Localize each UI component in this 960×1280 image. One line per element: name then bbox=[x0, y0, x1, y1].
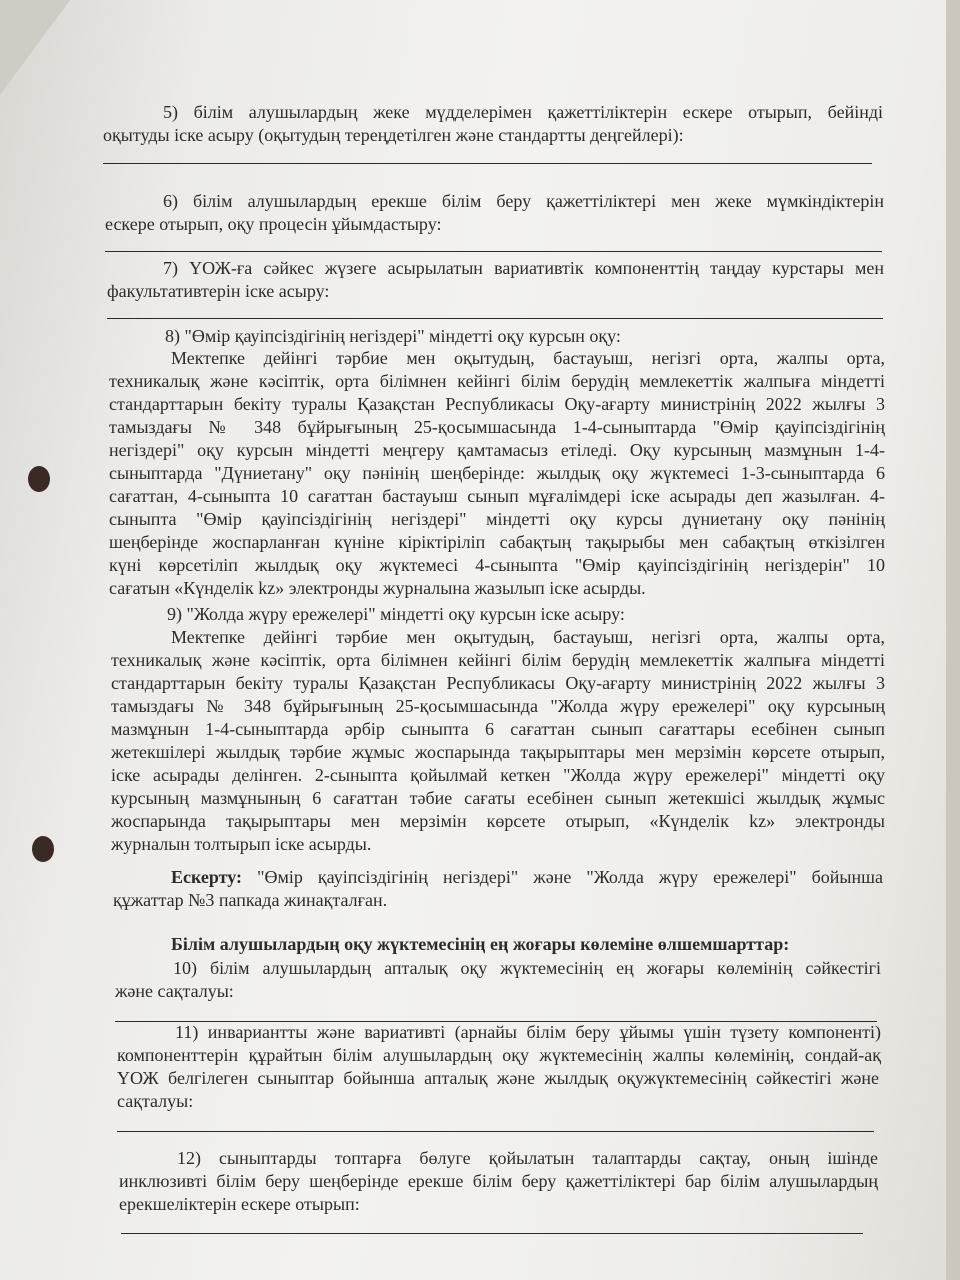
item7-line2: факультативтерін іске асыру: bbox=[107, 281, 330, 301]
item8-heading: 8) "Өмір қауіпсіздігінің негіздері" міндетті оқу курсын оқу: bbox=[165, 326, 621, 346]
item8-body-line: сыныпта "Өмір қауіпсіздігінің негіздері" міндетті оқу курсы дүниетану оқу пәнінің bbox=[109, 509, 885, 529]
item8-body-line: техникалық және кәсіптік, орта білімнен кейінгі білім берудің мемлекеттік жалпыға міндетті bbox=[109, 371, 885, 391]
item9-body-line: іске асырады делінген. 2-сыныпта қойылмай кеткен "Жолда жүру ережелері" міндетті оқу bbox=[111, 765, 885, 785]
item9-body-line: тамыздағы № 348 бұйрығының 25-қосымшасында "Жолда жүру ережелері" оқу курсының bbox=[111, 696, 885, 716]
item12-line3: ерекшеліктерін ескере отырып: bbox=[119, 1194, 360, 1214]
item5-line2: оқытуды іске асыру (оқытудың тереңдетілген және стандартты деңгейлері): bbox=[103, 125, 684, 145]
item11-line3: ҮОЖ белгілеген сыныптар бойынша апталық және жылдық оқужүктемесінің сәйкестігі және bbox=[117, 1068, 879, 1088]
note-line1 bbox=[171, 866, 883, 889]
item8-body-line: сағаттан, 4-сыныпта 10 сағаттан бастауыш сынып мұғалімдері іске асырады деп жазылған. 4- bbox=[109, 486, 885, 506]
section-heading: Білім алушылардың оқу жүктемесінің ең жоғары көлеміне өлшемшарттар: bbox=[171, 934, 790, 954]
item9-body-line: Мектепке дейінгі тәрбие мен оқытудың, бастауыш, негізгі орта, жалпы орта, bbox=[171, 627, 885, 647]
answer-line-7 bbox=[107, 318, 883, 319]
item9-body-line: журналын толтырып іске асырды. bbox=[111, 834, 372, 854]
note-line2: құжаттар №3 папкада жинақталған. bbox=[113, 890, 388, 910]
answer-line-5 bbox=[103, 163, 872, 164]
item9-body-line: стандарттарын бекіту туралы Қазақстан Республикасы Оқу-ағарту министрінің 2022 жылғы 3 bbox=[111, 673, 885, 693]
item8-body-line: сыныптарда "Дүниетану" оқу пәнінің шеңберінде: жылдық оқу жүктемесі 1-3-сыныптарда 6 bbox=[109, 463, 885, 483]
item11-line4: сақталуы: bbox=[117, 1091, 194, 1111]
item10-line2: және сақталуы: bbox=[115, 981, 234, 1001]
item8-body-line: сағатын «Күнделік kz» электронды журналына жазылып іске асырды. bbox=[109, 578, 646, 598]
item10-line1: 10) білім алушылардың апталық оқу жүктемесінің ең жоғары көлемінің сәйкестігі bbox=[173, 958, 881, 978]
item12-line2: инклюзивті білім беру шеңберінде ерекше білім беру қажеттіліктері бар білім алушылардың bbox=[119, 1171, 878, 1191]
item5-line1: 5) білім алушылардың жеке мүдделерімен қажеттіліктерін ескере отырып, бейінді bbox=[163, 102, 883, 122]
item9-body-line: жетекшілері жылдық тәрбие жұмыс жоспарында тақырыптары мен мерзімін көрсете отырып, bbox=[111, 742, 885, 762]
item11-line2: компоненттерін құрайтын білім алушылардың оқу жүктемесінің жалпы көлемінің, сондай-ақ bbox=[117, 1045, 881, 1065]
item8-body-line: тамыздағы № 348 бұйрығының 25-қосымшасында 1-4-сыныптарда "Өмір қауіпсіздігінің bbox=[109, 417, 885, 437]
item9-heading: 9) "Жолда жүру ережелері" міндетті оқу курсын іске асыру: bbox=[167, 604, 625, 624]
item7-line1: 7) ҮОЖ-ға сәйкес жүзеге асырылатын вариативтік компоненттің таңдау курстары мен bbox=[163, 258, 884, 278]
answer-line-11 bbox=[117, 1131, 874, 1132]
item9-body-line: курсының мазмұнының 6 сағаттан тәбие сағаты есебінен сынып жетекшісі жылдық жұмыс bbox=[111, 788, 885, 808]
item8-body-line: стандарттарын бекіту туралы Қазақстан Республикасы Оқу-ағарту министрінің 2022 жылғы 3 bbox=[109, 394, 885, 414]
item8-body-line: шеңберінде жоспарланған күніне кіріктіріліп сабақтың тақырыбы мен сабақтың өткізілген bbox=[109, 532, 885, 552]
note-label: Ескерту: bbox=[171, 867, 243, 887]
item8-body-line: негіздері" оқу курсын міндетті меңгеру қамтамасыз етіледі. Оқу курсының мазмұнын 1-4- bbox=[109, 440, 885, 460]
answer-line-12 bbox=[121, 1233, 863, 1234]
item8-body-line: Мектепке дейінгі тәрбие мен оқытудың, бастауыш, негізгі орта, жалпы орта, bbox=[171, 348, 885, 368]
item12-line1: 12) сыныптарды топтарға бөлуге қойылатын талаптарды сақтау, оның ішінде bbox=[177, 1148, 878, 1168]
item9-body-line: мазмұнын 1-4-сыныптарда әрбір сыныпта 6 сағаттан сынып сағаттары есебінен сынып bbox=[111, 719, 885, 739]
item6-line1: 6) білім алушылардың ерекше білім беру қажеттіліктері мен жеке мүмкіндіктерін bbox=[163, 191, 884, 211]
item11-line1: 11) инвариантты және вариативті (арнайы білім беру ұйымы үшін түзету компоненті) bbox=[175, 1022, 881, 1042]
answer-line-6 bbox=[105, 251, 882, 252]
item9-body-line: техникалық және кәсіптік, орта білімнен кейінгі білім берудің мемлекеттік жалпыға міндетті bbox=[111, 650, 885, 670]
note-text: "Өмір қауіпсіздігінің негіздері" және "Жолда жүру ережелері" бойынша bbox=[257, 867, 884, 887]
item8-body-line: күні көрсетіліп жылдық оқу жүктемесі 4-сыныпта "Өмір қауіпсіздігінің негіздерін" 10 bbox=[109, 555, 885, 575]
item9-body-line: жоспарында тақырыптары мен мерзімін көрсете отырып, «Күнделік kz» электронды bbox=[111, 811, 885, 831]
item6-line2: ескере отырып, оқу процесін ұйымдастыру: bbox=[105, 214, 442, 234]
